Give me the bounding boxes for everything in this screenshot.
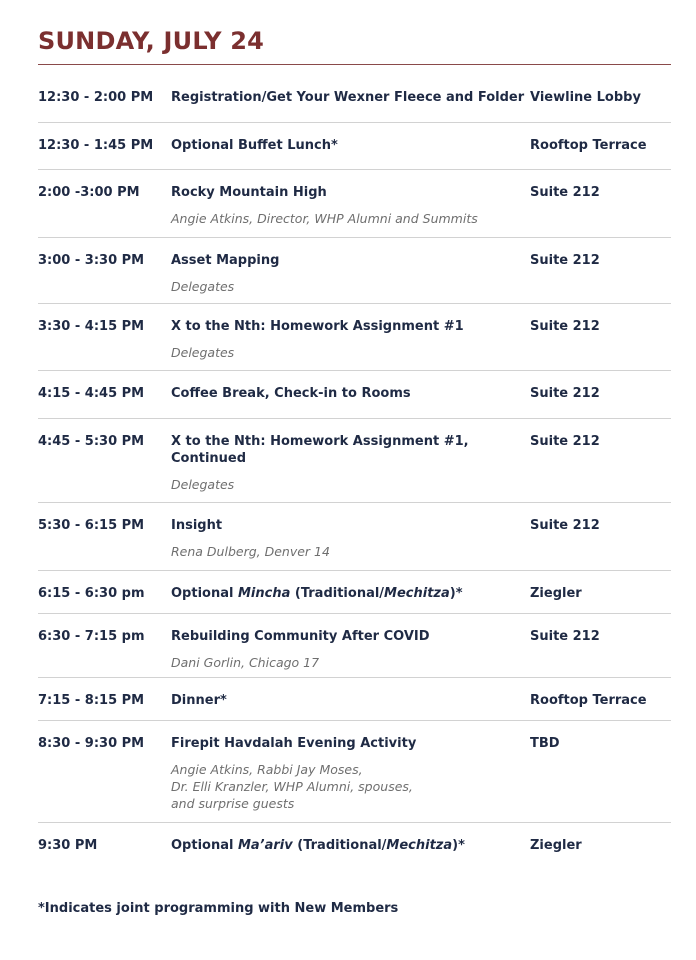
- event-title-part: )*: [449, 586, 463, 601]
- event-cell: [171, 585, 530, 602]
- schedule-row: [38, 238, 671, 304]
- event-title: [171, 585, 530, 602]
- event-title: [171, 433, 530, 467]
- event-title: Coffee Break, Check-in to Rooms: [171, 386, 411, 401]
- event-title: Registration/Get Your Wexner Fleece and Folder: [171, 90, 525, 105]
- event-presenter-line: Angie Atkins, Rabbi Jay Moses,: [171, 762, 363, 777]
- event-presenter: [171, 761, 530, 812]
- event-title-line: Continued: [171, 451, 247, 466]
- schedule-row: [38, 75, 671, 123]
- event-location: Suite 212: [530, 319, 600, 334]
- event-title: [171, 837, 530, 854]
- event-cell: [171, 318, 530, 361]
- event-title-italic: Mincha: [237, 586, 291, 601]
- time-slot: 8:30 - 9:30 PM: [38, 736, 145, 751]
- schedule-row: [38, 823, 671, 863]
- event-title: Rebuilding Community After COVID: [171, 629, 430, 644]
- schedule-row: [38, 304, 671, 371]
- event-presenter-line: Dr. Elli Kranzler, WHP Alumni, spouses,: [171, 779, 413, 794]
- event-presenter: Rena Dulberg, Denver 14: [171, 544, 330, 559]
- time-slot: 6:30 - 7:15 pm: [38, 629, 145, 644]
- event-title: X to the Nth: Homework Assignment #1: [171, 319, 464, 334]
- event-location: Rooftop Terrace: [530, 138, 647, 153]
- time-slot: 12:30 - 1:45 PM: [38, 138, 154, 153]
- event-presenter: Angie Atkins, Director, WHP Alumni and Summits: [171, 211, 478, 226]
- event-title-part: (Traditional/: [292, 838, 387, 853]
- schedule-page: [38, 26, 671, 863]
- event-title: Insight: [171, 518, 223, 533]
- event-location: Rooftop Terrace: [530, 693, 647, 708]
- event-cell: [171, 692, 530, 709]
- event-title: Optional Buffet Lunch*: [171, 138, 338, 153]
- event-location: Suite 212: [530, 185, 600, 200]
- event-title: Asset Mapping: [171, 253, 280, 268]
- time-slot: 4:45 - 5:30 PM: [38, 434, 145, 449]
- time-slot: 7:15 - 8:15 PM: [38, 693, 145, 708]
- event-title-part: Optional: [171, 586, 238, 601]
- event-title-part: (Traditional/: [290, 586, 385, 601]
- event-location: Ziegler: [530, 586, 582, 601]
- event-title-line: X to the Nth: Homework Assignment #1,: [171, 434, 469, 449]
- event-cell: [171, 517, 530, 560]
- event-cell: [171, 137, 530, 154]
- schedule-row: [38, 123, 671, 170]
- schedule-list: [38, 75, 671, 863]
- event-title-part: Optional: [171, 838, 238, 853]
- event-presenter: Delegates: [171, 345, 235, 360]
- time-slot: 3:00 - 3:30 PM: [38, 253, 145, 268]
- event-cell: [171, 433, 530, 493]
- event-title: Rocky Mountain High: [171, 185, 327, 200]
- event-cell: [171, 628, 530, 671]
- event-presenter: Delegates: [171, 477, 235, 492]
- event-title-part: )*: [452, 838, 465, 853]
- event-cell: [171, 385, 530, 402]
- event-location: Suite 212: [530, 253, 600, 268]
- schedule-row: [38, 419, 671, 503]
- time-slot: 4:15 - 4:45 PM: [38, 386, 145, 401]
- event-location: Suite 212: [530, 434, 600, 449]
- event-location: Suite 212: [530, 386, 600, 401]
- time-slot: 9:30 PM: [38, 838, 98, 853]
- event-title-italic: Ma’ariv: [237, 838, 293, 853]
- event-cell: [171, 735, 530, 812]
- schedule-row: [38, 614, 671, 678]
- schedule-row: [38, 571, 671, 614]
- event-location: Viewline Lobby: [530, 90, 641, 105]
- time-slot: 3:30 - 4:15 PM: [38, 319, 145, 334]
- event-location: Suite 212: [530, 629, 600, 644]
- event-cell: [171, 184, 530, 227]
- event-cell: [171, 252, 530, 295]
- event-title-italic: Mechitza: [386, 838, 453, 853]
- event-title-italic: Mechitza: [384, 586, 450, 601]
- event-presenter: Delegates: [171, 279, 235, 294]
- day-title: SUNDAY, JULY 24: [38, 26, 671, 65]
- time-slot: 5:30 - 6:15 PM: [38, 518, 145, 533]
- event-location: Suite 212: [530, 518, 600, 533]
- footnote: *Indicates joint programming with New Members: [38, 901, 399, 916]
- event-title: Firepit Havdalah Evening Activity: [171, 736, 417, 751]
- event-cell: [171, 89, 530, 106]
- schedule-row: [38, 371, 671, 419]
- time-slot: 12:30 - 2:00 PM: [38, 90, 154, 105]
- time-slot: 6:15 - 6:30 pm: [38, 586, 145, 601]
- schedule-row: [38, 721, 671, 823]
- event-presenter-line: and surprise guests: [171, 796, 295, 811]
- schedule-row: [38, 503, 671, 571]
- event-cell: [171, 837, 530, 854]
- event-location: TBD: [530, 736, 560, 751]
- time-slot: 2:00 -3:00 PM: [38, 185, 140, 200]
- event-location: Ziegler: [530, 838, 582, 853]
- schedule-row: [38, 170, 671, 238]
- schedule-row: [38, 678, 671, 721]
- event-presenter: Dani Gorlin, Chicago 17: [171, 655, 320, 670]
- event-title: Dinner*: [171, 693, 227, 708]
